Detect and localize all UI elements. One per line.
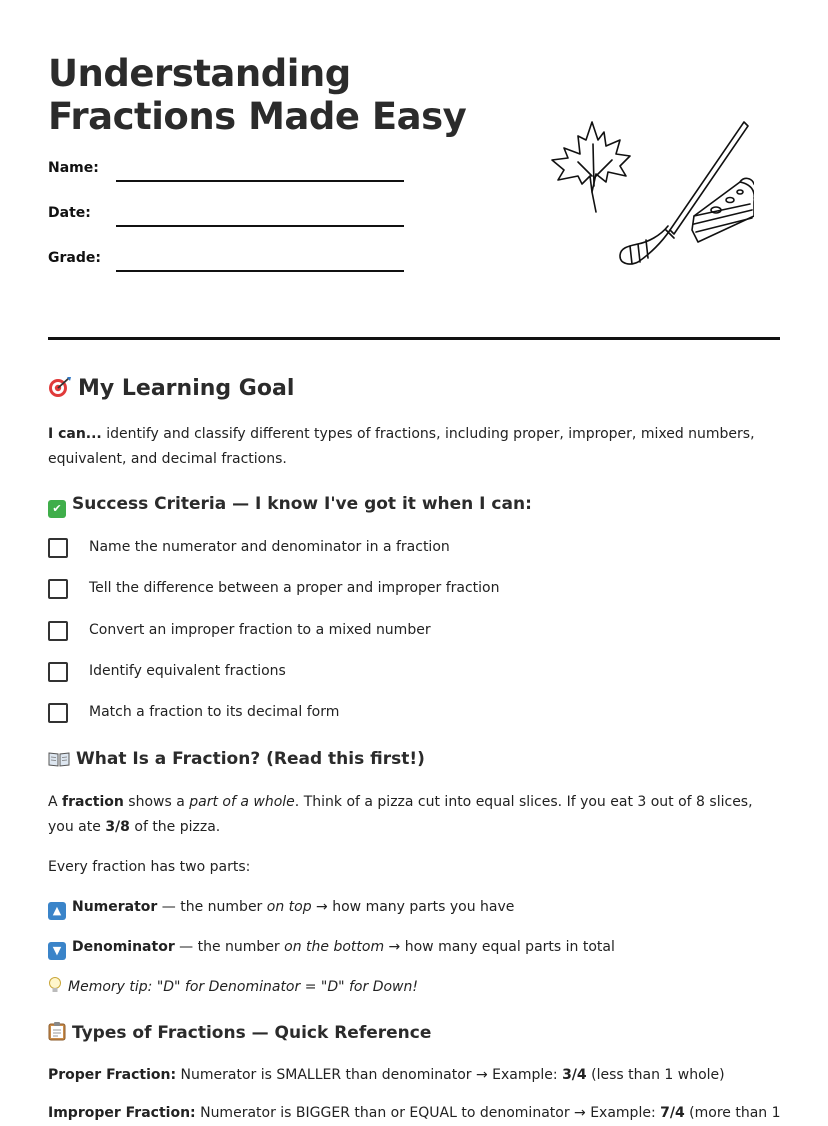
pie-slice-icon xyxy=(692,178,754,242)
learning-goal-body: identify and classify different types of fractions, including proper, improper, mixed numbers, equivalent, and decimal fractions. xyxy=(48,426,755,467)
learning-goal-lead: I can... xyxy=(48,426,102,442)
criteria-text: Identify equivalent fractions xyxy=(89,663,286,679)
proper-fraction-term: Proper Fraction: xyxy=(48,1067,177,1083)
success-criteria-heading xyxy=(48,494,532,518)
header-divider xyxy=(48,337,780,340)
what-is-fraction-heading xyxy=(48,749,425,772)
grade-line[interactable] xyxy=(116,270,404,272)
text-run: of the pizza. xyxy=(129,819,221,835)
criteria-text: Name the numerator and denominator in a fraction xyxy=(89,539,450,555)
learning-goal-heading-text: My Learning Goal xyxy=(78,376,295,401)
criteria-text: Tell the difference between a proper and improper fraction xyxy=(89,580,500,596)
success-criteria-heading-text: Success Criteria — I know I've got it when I can: xyxy=(72,494,532,514)
target-icon xyxy=(48,376,72,404)
criteria-checkbox[interactable] xyxy=(48,703,68,723)
title-line-2: Fractions Made Easy xyxy=(48,95,467,138)
text-run: — the number xyxy=(174,939,285,955)
learning-goal-heading xyxy=(48,376,294,404)
text-run: (more than 1 xyxy=(684,1105,781,1121)
example-fraction: 3/8 xyxy=(105,819,130,835)
memory-tip xyxy=(48,975,780,1003)
open-book-icon xyxy=(48,751,70,772)
text-run: — the number xyxy=(157,899,267,915)
maple-leaf-icon xyxy=(552,122,630,212)
term-fraction: fraction xyxy=(62,794,124,810)
criteria-checkbox[interactable] xyxy=(48,621,68,641)
numerator-term: Numerator xyxy=(72,899,158,915)
types-of-fractions-heading xyxy=(48,1021,431,1046)
two-parts-intro: Every fraction has two parts: xyxy=(48,859,251,875)
memory-tip-text: Memory tip: "D" for Denominator = "D" for Down! xyxy=(68,979,418,995)
denominator-term: Denominator xyxy=(72,939,175,955)
text-run: A xyxy=(48,794,63,810)
criteria-checkbox[interactable] xyxy=(48,662,68,682)
improper-fraction-term: Improper Fraction: xyxy=(48,1105,196,1121)
criteria-text: Convert an improper fraction to a mixed number xyxy=(89,622,431,638)
hockey-stick-icon xyxy=(620,122,748,264)
text-run: Numerator is SMALLER than denominator → Example: xyxy=(176,1067,563,1083)
proper-example: 3/4 xyxy=(562,1067,587,1083)
numerator-line xyxy=(48,895,780,920)
emphasis-part-of-whole: part of a whole xyxy=(189,794,295,810)
check-mark-icon: ✔ xyxy=(48,500,66,518)
grade-label: Grade: xyxy=(48,250,101,266)
title-line-1: Understanding xyxy=(48,52,351,95)
date-label: Date: xyxy=(48,205,91,221)
text-run: . Think of a pizza cut into equal slices. If you eat 3 out of 8 slices, you ate xyxy=(48,794,753,835)
maple-hockey-pie-illustration xyxy=(534,114,754,272)
down-arrow-icon: ▼ xyxy=(48,942,66,960)
criteria-checkbox[interactable] xyxy=(48,538,68,558)
text-run: shows a xyxy=(123,794,190,810)
name-line[interactable] xyxy=(116,180,404,182)
page-title xyxy=(48,52,466,138)
criteria-text: Match a fraction to its decimal form xyxy=(89,704,340,720)
what-is-fraction-heading-text: What Is a Fraction? (Read this first!) xyxy=(76,749,425,769)
types-of-fractions-heading-text: Types of Fractions — Quick Reference xyxy=(72,1023,432,1043)
denominator-line xyxy=(48,935,780,960)
improper-fraction-line xyxy=(48,1101,780,1126)
name-label: Name: xyxy=(48,160,99,176)
proper-fraction-line xyxy=(48,1063,780,1088)
fraction-definition xyxy=(48,790,780,840)
text-run: (less than 1 whole) xyxy=(586,1067,725,1083)
text-run: → how many equal parts in total xyxy=(384,939,615,955)
criteria-checkbox[interactable] xyxy=(48,579,68,599)
text-run: Numerator is BIGGER than or EQUAL to denominator → Example: xyxy=(195,1105,661,1121)
learning-goal-text xyxy=(48,422,780,472)
clipboard-icon xyxy=(48,1021,66,1046)
emphasis-on-top: on top xyxy=(266,899,312,915)
text-run: → how many parts you have xyxy=(311,899,515,915)
improper-example: 7/4 xyxy=(660,1105,685,1121)
date-line[interactable] xyxy=(116,225,404,227)
up-arrow-icon: ▲ xyxy=(48,902,66,920)
emphasis-on-bottom: on the bottom xyxy=(284,939,385,955)
lightbulb-icon xyxy=(48,976,62,1003)
